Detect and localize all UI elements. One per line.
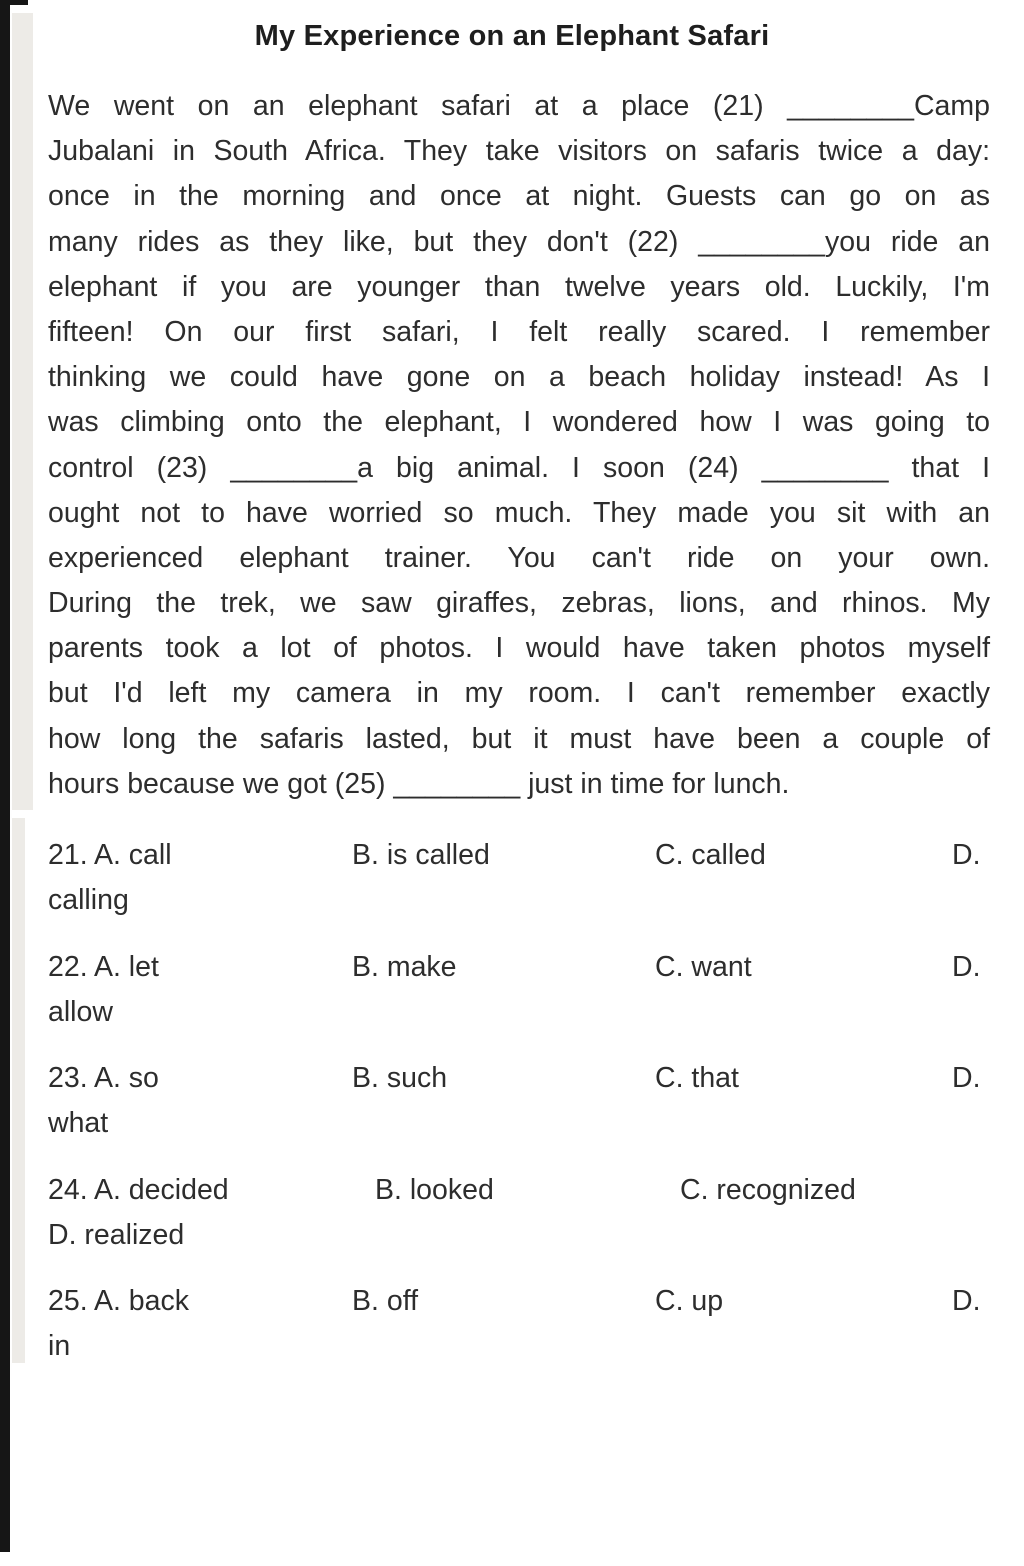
question-22-option-b: B. make [352,950,457,983]
question-22-option-d-wrap: allow [48,995,113,1028]
question-22-option-c: C. want [655,950,752,983]
question-23-option-b: B. such [352,1062,448,1094]
question-22 [48,945,992,1035]
question-25-option-c: C. up [655,1285,724,1317]
passage-line: parents took a lot of photos. I would have taken photos myself [48,632,990,665]
passage-line: experienced elephant trainer. You can't ride on your own. [48,541,990,574]
question-22-option-a: 22. A. let [48,950,159,983]
question-22-option-d: D. [952,950,981,983]
passage-line: fifteen! On our first safari, I felt really scared. I remember [48,315,990,348]
passage-line: elephant if you are younger than twelve years old. Luckily, I'm [48,270,990,303]
passage-line: We went on an elephant safari at a place (21) ________Camp [48,90,990,122]
question-25-option-a: 25. A. back [48,1285,190,1317]
passage-line: many rides as they like, but they don't (22) ________you ride an [48,225,990,258]
passage-line: once in the morning and once at night. Guests can go on as [48,180,990,213]
question-24-option-a: 24. A. decided [48,1173,229,1206]
question-23-option-a: 23. A. so [48,1062,159,1094]
passage-text [48,84,990,807]
question-21-option-b: B. is called [352,839,490,871]
question-25-option-d: D. [952,1285,981,1317]
question-22-options-row [48,945,992,990]
passage-line: but I'd left my camera in my room. I can't remember exactly [48,677,990,710]
question-23-options-row [48,1056,992,1101]
question-25 [48,1279,992,1369]
passage-line: During the trek, we saw giraffes, zebras, lions, and rhinos. My [48,587,990,620]
passage-line: thinking we could have gone on a beach holiday instead! As I [48,361,990,394]
question-24-option-d-wrap: D. realized [48,1218,185,1251]
question-21-option-c: C. called [655,839,766,871]
passage-line: was climbing onto the elephant, I wondered how I was going to [48,406,990,439]
page-title: My Experience on an Elephant Safari [254,20,770,52]
question-21 [48,833,992,923]
question-25-options-row [48,1279,992,1324]
passage-line: how long the safaris lasted, but it must have been a couple of [48,722,990,755]
question-24-option-b: B. looked [375,1173,494,1206]
question-21-option-d: D. [952,839,981,871]
question-21-option-a: 21. A. call [48,839,172,871]
question-24-options-row [48,1168,992,1213]
passage-line: control (23) ________a big animal. I soon (24) ________ that I [48,451,990,484]
question-21-option-d-wrap: calling [48,884,129,916]
passage-line: hours because we got (25) ________ just in time for lunch. [48,767,790,800]
question-24 [48,1168,992,1258]
left-edge-bar [0,0,10,1552]
passage-line: Jubalani in South Africa. They take visitors on safaris twice a day: [48,135,990,168]
question-24-option-c: C. recognized [680,1173,856,1206]
passage-line: ought not to have worried so much. They made you sit with an [48,496,990,529]
passage-quote-band [12,13,33,810]
questions-list [48,833,992,1391]
question-25-option-b: B. off [352,1285,419,1317]
question-23 [48,1056,992,1146]
question-25-option-d-wrap: in [48,1330,71,1362]
question-23-option-d-wrap: what [48,1107,109,1139]
question-21-options-row [48,833,992,878]
top-left-edge-notch [0,0,28,5]
question-23-option-c: C. that [655,1062,739,1094]
questions-quote-band [12,818,25,1363]
question-23-option-d: D. [952,1062,981,1094]
